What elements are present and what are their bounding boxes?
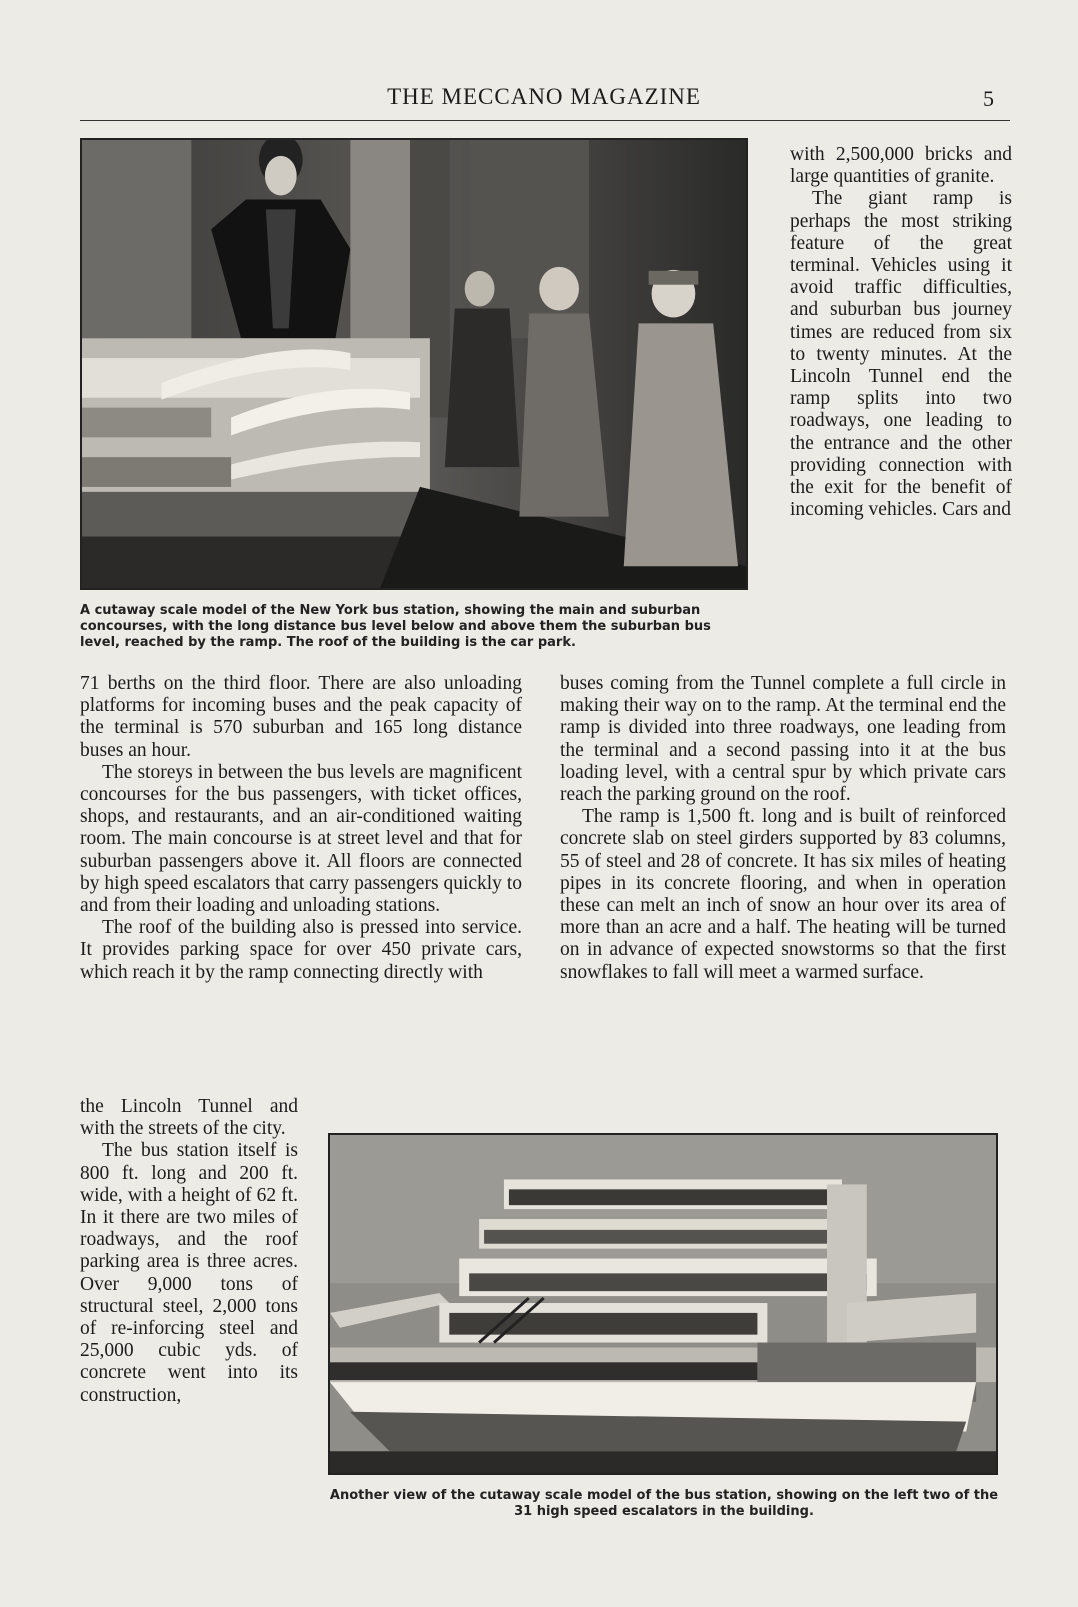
figure-1-caption: A cutaway scale model of the New York bus station, showing the main and suburban concourses, with the long distance bus level below and above them the suburban bus level, reached by the ramp. The roof of the building is the car park. [80,603,711,650]
figure-2-caption: Another view of the cutaway scale model of the bus station, showing on the left two of the 31 high speed escalators in the building. [329,1488,999,1519]
paragraph: The roof of the building also is pressed into service. It provides parking space for over 450 private cars, which reach it by the ramp connecting directly with [80,917,522,983]
paragraph: buses coming from the Tunnel complete a full circle in making their way on to the ramp. At the terminal end the ramp is divided into three roadways, one leading from the terminal and a second passing into it at the bus loading level, with a central spur by which private cars reach the parking ground on the roof. [560,673,1006,806]
paragraph: 71 berths on the third floor. There are also unloading platforms for incoming buses and the peak capacity of the terminal is 570 suburban and 165 long distance buses an hour. [80,673,522,761]
photo-cutaway-model [328,1133,998,1475]
photo-model-viewers [80,138,748,590]
paragraph: the Lincoln Tunnel and with the streets of the city. [80,1096,298,1140]
paragraph: The bus station itself is 800 ft. long and 200 ft. wide, with a height of 62 ft. In it there are two miles of roadways, and the roof parking area is three acres. Over 9,000 tons of structural steel, 2,000 tons of re-inforcing steel and 25,000 cubic yds. of concrete went into its construction, [80,1140,298,1406]
paragraph: The storeys in between the bus levels are magnificent concourses for the bus passengers, with ticket offices, shops, and restaurants, and an air-conditioned waiting room. The main concourse is at street level and that for suburban passengers above it. All floors are connected by high speed escalators that carry passengers quickly to and from their loading and unloading stations. [80,761,522,917]
paragraph: with 2,500,000 bricks and large quantities of granite. [790,144,1012,188]
paragraph: The giant ramp is perhaps the most striking feature of the great terminal. Vehicles using it avoid traffic difficulties, and suburban bus journey times are reduced from six to twenty minutes. At the Lincoln Tunnel end the ramp splits into two roadways, one leading to the entrance and the other providing connection with the exit for the benefit of incoming vehicles. Cars and [790,188,1012,521]
paragraph: The ramp is 1,500 ft. long and is built of reinforced concrete slab on steel girders supported by 83 columns, 55 of steel and 28 of concrete. It has six miles of heating pipes in its concrete flooring, and when in operation these can melt an inch of snow an hour over its area of more than an acre and a half. The heating will be turned on in advance of expected snowstorms so that the first snowflakes to fall will meet a warmed surface. [560,806,1006,983]
article-column-right-top [790,144,1012,521]
running-head: THE MECCANO MAGAZINE [387,84,701,109]
article-column-left [80,673,522,984]
page-number: 5 [983,86,994,111]
article-column-left-lower [80,1096,298,1407]
article-column-right [560,673,1006,984]
header-rule [80,120,1010,121]
